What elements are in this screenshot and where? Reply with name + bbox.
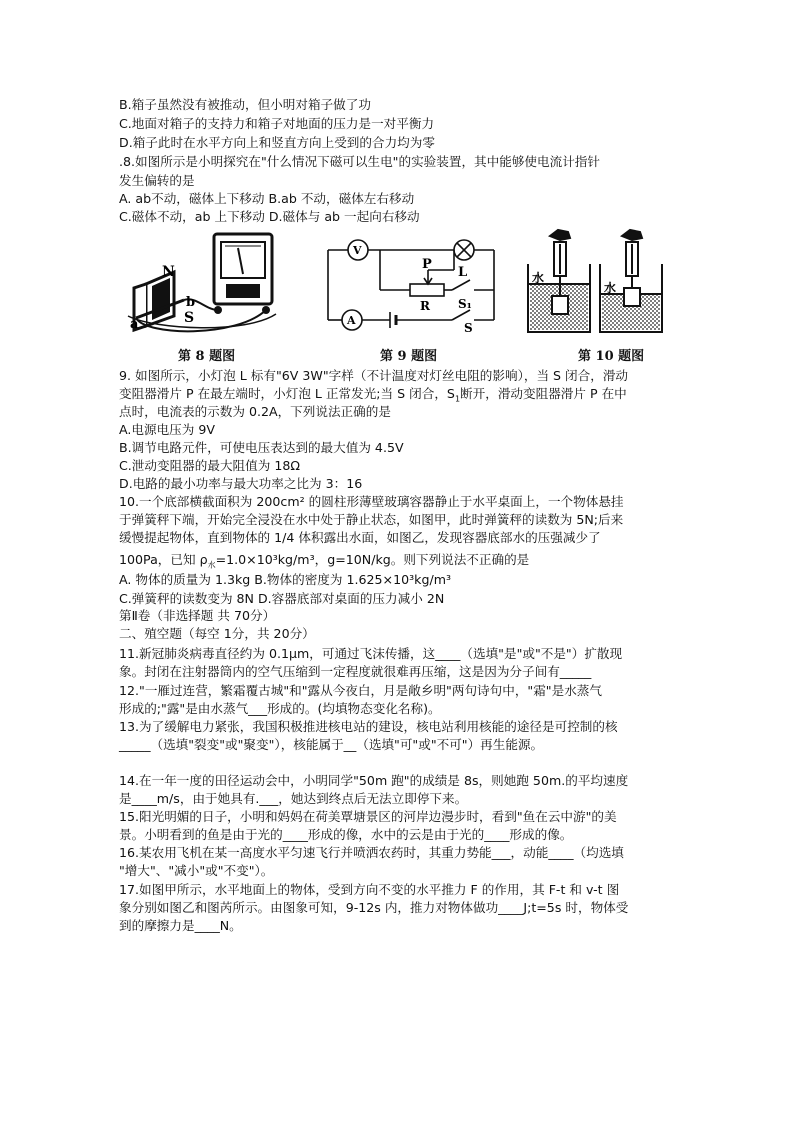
q16-line2: "增大"、"减小"或"不变"）。 [119, 863, 274, 878]
figure-8-diagram [126, 226, 286, 344]
fig9-caption: 第 9 题图 [380, 349, 438, 364]
q9-option-a: A.电源电压为 9V [119, 422, 215, 437]
section-title: 第Ⅱ卷（非选择题 共 70分） [119, 608, 276, 623]
fig10-label-water-1: 水 [532, 271, 545, 285]
fig9-label-p: P [422, 257, 432, 272]
figures-row [126, 226, 666, 368]
fig9-label-s1: S₁ [458, 297, 472, 311]
q17-line3: 到的摩擦力是____N。 [119, 918, 242, 933]
figure-10-diagram [524, 226, 666, 338]
fig10-label-water-2: 水 [604, 281, 617, 295]
q9-stem-line2: 变阻器滑片 P 在最左端时，小灯泡 L 正常发光;当 S 闭合，$S_1$断开，滑动变阻器滑片 P 在中 [119, 386, 627, 404]
q10-options-ab: A. 物体的质量为 1.3kg B.物体的密度为 1.625×10³kg/m³ [119, 572, 452, 587]
q14-line2: 是____m/s，由于她具有.___，她达到终点后无法立即停下来。 [119, 791, 468, 806]
q10-options-cd: C.弹簧秤的读数变为 8N D.容器底部对桌面的压力减小 2N [119, 591, 445, 606]
fig9-label-l: L [458, 265, 468, 280]
q12-line2: 形成的;"露"是由水蒸气___形成的。(均填物态变化名称)。 [119, 701, 441, 716]
q15-line1: 15.阳光明媚的日子，小明和妈妈在荷美覃塘景区的河岸边漫步时，看到"鱼在云中游"的美 [119, 809, 617, 824]
fig9-label-s: S [464, 321, 473, 332]
q9-option-b: B.调节电路元件，可使电压表达到的最大值为 4.5V [119, 440, 404, 455]
figure-9-circuit [324, 236, 498, 332]
q13-line2: _____（选填"裂变"或"聚变"），核能属于__（选填"可"或"不可"）再生能源。 [119, 737, 544, 752]
q10-stem-line2: 于弹簧秤下端，开始完全浸没在水中处于静止状态，如图甲，此时弹簧秤的读数为 5N;后来 [119, 512, 624, 527]
q7-option-d: D.箱子此时在水平方向上和竖直方向上受到的合力均为零 [119, 135, 435, 150]
q10-stem-line1: 10.一个底部横截面积为 200cm² 的圆柱形薄壁玻璃容器静止于水平桌面上，一个物体悬挂 [119, 494, 624, 509]
q8-stem-line2: 发生偏转的是 [119, 173, 195, 188]
q16-line1: 16.某农用飞机在某一高度水平匀速飞行并喷洒农药时，其重力势能___，动能____（均选填 [119, 845, 624, 860]
fig8-label-s: S [184, 310, 195, 326]
q8-options-ab: A. ab不动，磁体上下移动 B.ab 不动，磁体左右移动 [119, 191, 415, 206]
fill-blank-heading: 二、殖空题（每空 1分，共 20分） [119, 626, 315, 641]
q9-option-d: D.电路的最小功率与最大功率之比为 3：16 [119, 476, 363, 491]
fig9-label-v: V [353, 244, 362, 257]
q9-option-c: C.泄动变阻器的最大阻值为 18Ω [119, 458, 300, 473]
q8-options-cd: C.磁体不动，ab 上下移动 D.磁体与 ab 一起向右移动 [119, 209, 420, 224]
q14-line1: 14.在一年一度的田径运动会中，小明同学"50m 跑"的成绩是 8s，则她跑 50m.的平均速度 [119, 773, 629, 788]
fig8-label-b: b [186, 295, 196, 310]
q12-line1: 12."一雁过连营，繁霜覆古城"和"露从今夜白，月是敞乡明"两句诗句中，"霜"是水蒸气 [119, 683, 602, 698]
q8-stem-line1: .8.如图所示是小明探究在"什么情况下磁可以生电"的实验装置，其中能够使电流计指针 [119, 154, 600, 169]
fig8-label-a: a [130, 317, 139, 332]
q10-stem-line3: 缓慢提起物体，直到物体的 1/4 体积露出水面，如图乙，发现容器底部水的压强减少了 [119, 530, 601, 545]
q17-line2: 象分别如图乙和图芮所示。由图象可知，9-12s 内，推力对物体做功____J;t=5s 时，物体受 [119, 900, 629, 915]
q15-line2: 景。小明看到的鱼是由于光的____形成的像，水中的云是由于光的____形成的像。 [119, 827, 573, 842]
fig9-label-a: A [347, 314, 356, 327]
q9-stem-line3: 点时，电流表的示数为 0.2A，下列说法正确的是 [119, 404, 391, 419]
fig10-caption: 第 10 题图 [578, 349, 645, 364]
q13-line1: 13.为了缓解电力紧张，我国积极推进核电站的建设，核电站利用核能的途径是可控制的核 [119, 719, 618, 734]
q7-option-c: C.地面对箱子的支持力和箱子对地面的压力是一对平衡力 [119, 116, 435, 131]
fig8-caption: 第 8 题图 [178, 349, 236, 364]
fig8-label-n: N [162, 264, 175, 280]
q7-option-b: B.箱子虽然没有被推动，但小明对箱子做了功 [119, 97, 371, 112]
q11-line2: 象。封闭在注射器筒内的空气压缩到一定程度就很难再压缩，这是因为分子间有_____ [119, 664, 592, 679]
q17-line1: 17.如图甲所示，水平地面上的物体，受到方向不变的水平推力 F 的作用，其 F-t 和 v-t 图 [119, 882, 620, 897]
fig9-label-r: R [420, 299, 430, 313]
q9-stem-line1: 9. 如图所示，小灯泡 L 标有"6V 3W"字样（不计温度对灯丝电阻的影响），当 S 闭合，滑动 [119, 368, 629, 383]
q11-line1: 11.新冠肺炎病毒直径约为 0.1μm，可通过飞沫传播，这____（选填"是"或"不是"）扩散现 [119, 646, 623, 661]
q10-stem-line4: 100Pa，已知 $\rho_水=1.0\times 10^3kg/m^3$，g=10N/kg。则下列说法不正确的是 [119, 552, 530, 570]
